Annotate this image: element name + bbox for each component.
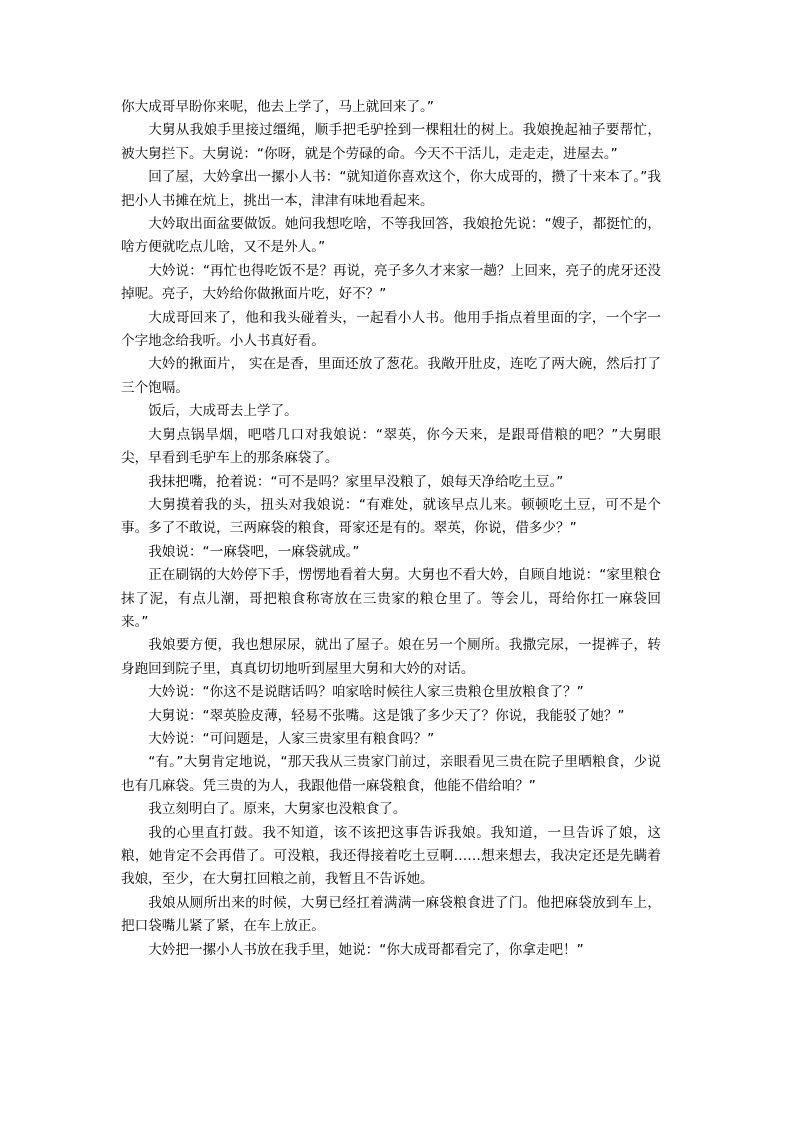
paragraph: 饭后，大成哥去上学了。 bbox=[148, 403, 298, 420]
paragraph: 大成哥回来了，他和我头碰着头，一起看小人书。他用手指点着里面的字，一个字一个字地念给我听。小人书真好看。 bbox=[121, 309, 661, 350]
paragraph: 我娘要方便，我也想尿尿，就出了屋子。娘在另一个厕所。我撒完尿，一提裤子，转身跑回到院子里，真真切切地听到屋里大舅和大妗的对话。 bbox=[121, 637, 661, 677]
paragraph: 回了屋，大妗拿出一摞小人书：“就知道你喜欢这个，你大成哥的，攒了十来本了。”我把小人书摊在炕上，挑出一本，津津有味地看起来。 bbox=[121, 169, 661, 209]
paragraph: 我立刻明白了。原来，大舅家也没粮食了。 bbox=[148, 801, 407, 818]
paragraph: 大舅摸着我的头，扭头对我娘说：“有难处，就该早点儿来。顿顿吃土豆，可不是个事。多了不敢说，三两麻袋的粮食，哥家还是有的。翠英，你说，借多少？” bbox=[121, 496, 661, 537]
paragraph: 我的心里直打鼓。我不知道，该不该把这事告诉我娘。我知道，一旦告诉了娘，这粮，她肯定不会再借了。可没粮，我还得接着吃土豆啊……想来想去，我决定还是先瞒着我娘，至少，在大舅扛回粮之前，我暂且不告诉她。 bbox=[121, 824, 661, 888]
paragraph: 大舅从我娘手里接过缰绳，顺手把毛驴拴到一棵粗壮的树上。我娘挽起袖子要帮忙，被大舅拦下。大舅说：“你呀，就是个劳碌的命。今天不干活儿，走走走，进屋去。” bbox=[121, 122, 661, 162]
paragraph: 大妗说：“可问题是，人家三贵家里有粮食吗？” bbox=[148, 730, 435, 747]
paragraph: 我抹把嘴，抢着说：“可不是吗？家里早没粮了，娘每天净给吃土豆。” bbox=[148, 473, 564, 490]
paragraph: 大妗把一摞小人书放在我手里，她说：“你大成哥都看完了，你拿走吧！” bbox=[148, 941, 584, 958]
paragraph: 你大成哥早盼你来呢，他去上学了，马上就回来了。” bbox=[121, 99, 434, 115]
paragraph: 大舅点锅旱烟，吧嗒几口对我娘说：“翠英，你今天来，是跟哥借粮的吧？”大舅眼尖，早看到毛驴车上的那条麻袋了。 bbox=[121, 426, 661, 467]
paragraph: 大妗的揪面片， 实在是香，里面还放了葱花。我敞开肚皮，连吃了两大碗，然后打了三个饱嗝。 bbox=[121, 356, 661, 396]
paragraph: 大妗说：“你这不是说瞎话吗？咱家啥时候往人家三贵粮仓里放粮食了？” bbox=[148, 684, 584, 701]
paragraph: 我娘说：“一麻袋吧，一麻袋就成。” bbox=[148, 543, 360, 560]
paragraph: 大妗说：“再忙也得吃饭不是？再说，亮子多久才来家一趟？上回来，亮子的虎牙还没掉呢。亮子，大妗给你做揪面片吃，好不？” bbox=[121, 262, 661, 303]
story-text bbox=[121, 96, 661, 962]
paragraph: “有。”大舅肯定地说，“那天我从三贵家门前过，亲眼看见三贵在院子里晒粮食，少说也有几麻袋。凭三贵的为人，我跟他借一麻袋粮食，他能不借给咱？” bbox=[121, 754, 661, 794]
paragraph: 大舅说：“翠英脸皮薄，轻易不张嘴。这是饿了多少天了？你说，我能驳了她？” bbox=[148, 707, 625, 724]
paragraph: 正在刷锅的大妗停下手，愣愣地看着大舅。大舅也不看大妗，自顾自地说：“家里粮仓抹了泥，有点儿潮，哥把粮食称寄放在三贵家的粮仓里了。等会儿，哥给你扛一麻袋回来。” bbox=[121, 567, 661, 630]
paragraph: 我娘从厕所出来的时候，大舅已经扛着满满一麻袋粮食进了门。他把麻袋放到车上，把口袋嘴儿紧了紧，在车上放正。 bbox=[121, 894, 661, 935]
paragraph: 大妗取出面盆要做饭。她问我想吃啥，不等我回答，我娘抢先说：“嫂子，都挺忙的，啥方便就吃点儿啥，又不是外人。” bbox=[121, 216, 661, 256]
